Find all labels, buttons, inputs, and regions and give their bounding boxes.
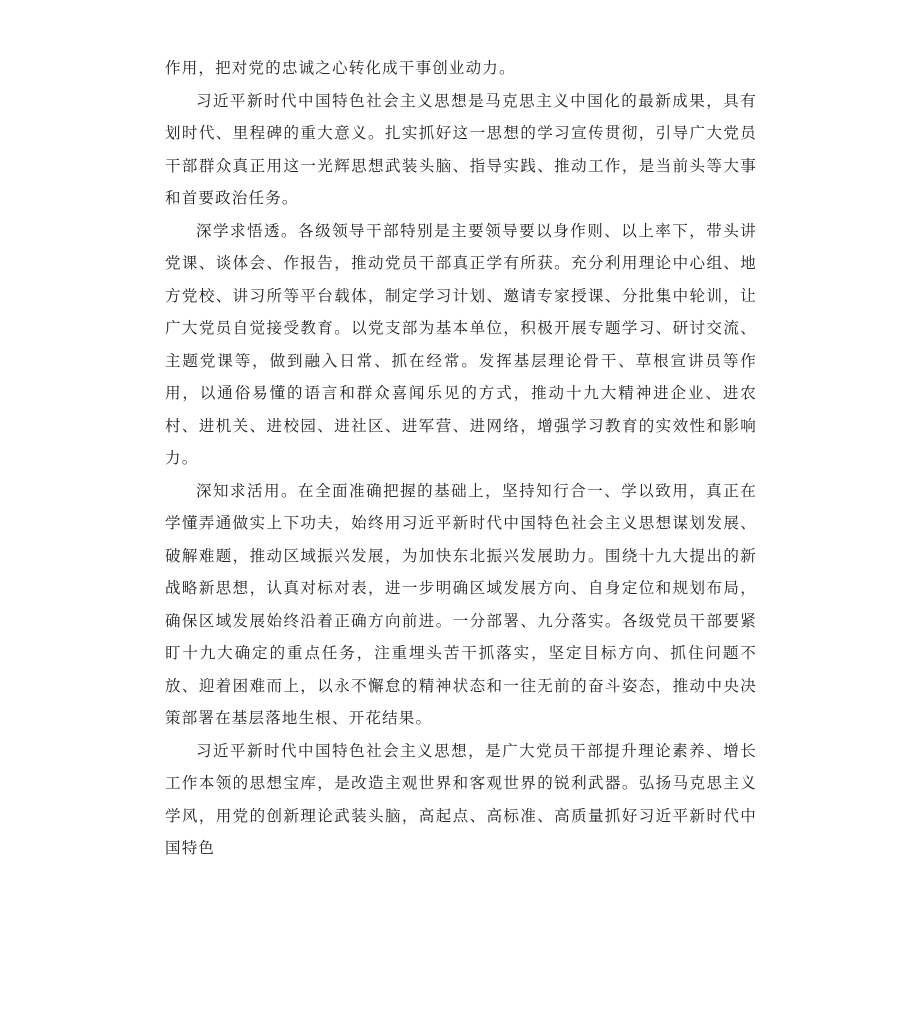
paragraph-thought-significance: 习近平新时代中国特色社会主义思想是马克思主义中国化的最新成果，具有划时代、里程碑的重大意义。扎实抓好这一思想的学习宣传贯彻，引导广大党员干部群众真正用这一光辉思想武装头脑、指导实践、推动工作，是当前头等大事和首要政治任务。: [165, 91, 757, 207]
document-body: [165, 52, 757, 865]
paragraph-continuation: 作用，把对党的忠诚之心转化成干事创业动力。: [165, 59, 516, 77]
paragraph-deep-study: 深学求悟透。各级领导干部特别是主要领导要以身作则、以上率下，带头讲党课、谈体会、作报告，推动党员干部真正学有所获。充分利用理论中心组、地方党校、讲习所等平台载体，制定学习计划、邀请专家授课、分批集中轮训，让广大党员自觉接受教育。以党支部为基本单位，积极开展专题学习、研讨交流、主题党课等，做到融入日常、抓在经常。发挥基层理论骨干、草根宣讲员等作用，以通俗易懂的语言和群众喜闻乐见的方式，推动十九大精神进企业、进农村、进机关、进校园、进社区、进军营、进网络，增强学习教育的实效性和影响力。: [165, 221, 757, 467]
paragraph-theory-treasury: 习近平新时代中国特色社会主义思想，是广大党员干部提升理论素养、增长工作本领的思想宝库，是改造主观世界和客观世界的锐利武器。弘扬马克思主义学风，用党的创新理论武装头脑，高起点、高标准、高质量抓好习近平新时代中国特色: [165, 741, 757, 857]
paragraph-apply-knowledge: 深知求活用。在全面准确把握的基础上，坚持知行合一、学以致用，真正在学懂弄通做实上下功夫，始终用习近平新时代中国特色社会主义思想谋划发展、破解难题，推动区域振兴发展，为加快东北振兴发展助力。围绕十九大提出的新战略新思想，认真对标对表，进一步明确区域发展方向、自身定位和规划布局，确保区域发展始终沿着正确方向前进。一分部署、九分落实。各级党员干部要紧盯十九大确定的重点任务，注重埋头苦干抓落实，坚定目标方向、抓住问题不放、迎着困难而上，以永不懈怠的精神状态和一往无前的奋斗姿态，推动中央决策部署在基层落地生根、开花结果。: [165, 481, 757, 727]
